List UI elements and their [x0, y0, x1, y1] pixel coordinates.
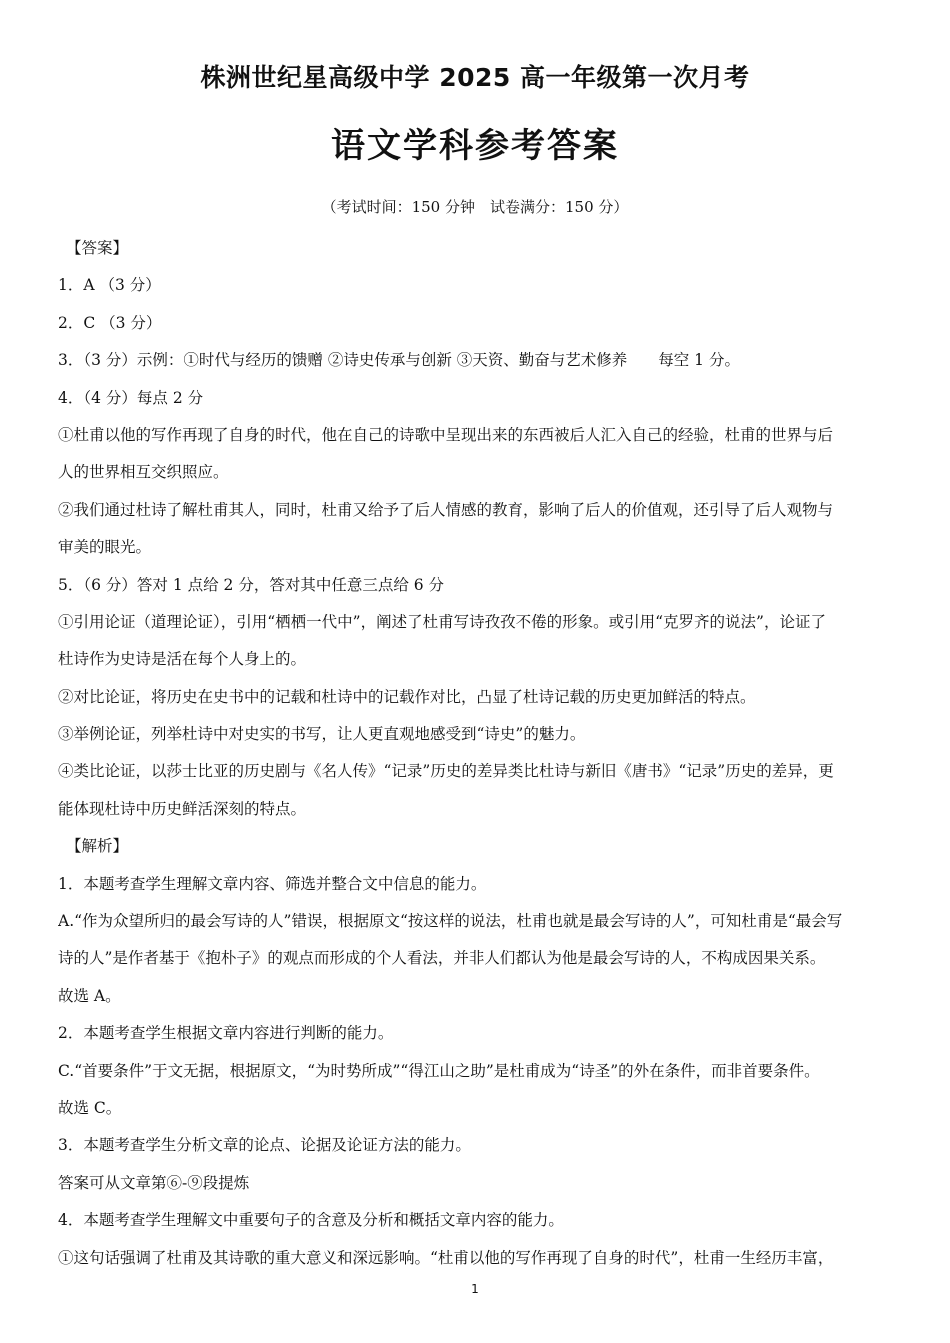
text-line: ④类比论证，以莎士比亚的历史剧与《名人传》“记录”历史的差异类比杜诗与新旧《唐书》“记录”历史的差异，更: [58, 762, 834, 781]
text-line: 诗的人”是作者基于《抱朴子》的观点而形成的个人看法，并非人们都认为他是最会写诗的人，不构成因果关系。: [58, 949, 826, 968]
text-line: 答案可从文章第⑥-⑨段提炼: [58, 1173, 250, 1192]
text-line: 审美的眼光。: [58, 538, 152, 557]
text-line: 2．本题考查学生根据文章内容进行判断的能力。: [58, 1024, 394, 1043]
text-line: 3．本题考查学生分析文章的论点、论据及论证方法的能力。: [58, 1136, 471, 1155]
text-line: ②对比论证，将历史在史书中的记载和杜诗中的记载作对比，凸显了杜诗记载的历史更加鲜活的特点。: [58, 687, 756, 706]
text-line: ①杜甫以他的写作再现了自身的时代，他在自己的诗歌中呈现出来的东西被后人汇入自己的经验，杜甫的世界与后: [58, 425, 834, 444]
text-line: 4．（4 分）每点 2 分: [58, 388, 204, 407]
text-line: 4．本题考查学生理解文中重要句子的含意及分析和概括文章内容的能力。: [58, 1211, 564, 1230]
section-heading-answers: 【答案】: [66, 239, 129, 257]
answer-content: [58, 230, 892, 1277]
text-line: 1．A （3 分）: [58, 276, 161, 295]
text-line: C.“首要条件”于文无据，根据原文，“为时势所成”“得江山之助”是杜甫成为“诗圣”的外在条件，而非首要条件。: [58, 1061, 820, 1080]
text-line: ③举例论证，列举杜诗中对史实的书写，让人更直观地感受到“诗史”的魅力。: [58, 725, 586, 744]
text-line: A.“作为众望所归的最会写诗的人”错误，根据原文“按这样的说法，杜甫也就是最会写诗的人”，可知杜甫是“最会写: [58, 912, 843, 931]
text-line: 故选 A。: [58, 986, 121, 1005]
text-line: 能体现杜诗中历史鲜活深刻的特点。: [58, 799, 307, 818]
text-line: 1．本题考查学生理解文章内容、筛选并整合文中信息的能力。: [58, 874, 487, 893]
text-line: ①引用论证（道理论证），引用“栖栖一代中”，阐述了杜甫写诗孜孜不倦的形象。或引用“克罗齐的说法”，论证了: [58, 612, 826, 631]
page-number: 1: [471, 1282, 479, 1296]
text-line: 3．（3 分）示例：①时代与经历的馈赠 ②诗史传承与创新 ③天资、勤奋与艺术修养 每空 1 分。: [58, 351, 740, 370]
section-heading-analysis: 【解析】: [66, 837, 129, 856]
text-line: 5．（6 分）答对 1 点给 2 分，答对其中任意三点给 6 分: [58, 575, 445, 594]
text-line: 人的世界相互交织照应。: [58, 463, 229, 482]
text-line: ②我们通过杜诗了解杜甫其人，同时，杜甫又给予了后人情感的教育，影响了后人的价值观，还引导了后人观物与: [58, 500, 834, 519]
exam-info: （考试时间：150 分钟 试卷满分：150 分）: [321, 198, 629, 216]
text-line: 2．C （3 分）: [58, 313, 162, 332]
document-title: 语文学科参考答案: [331, 126, 619, 166]
text-line: 杜诗作为史诗是活在每个人身上的。: [58, 650, 307, 669]
text-line: 故选 C。: [58, 1098, 122, 1117]
school-exam-title: 株洲世纪星高级中学 2025 高一年级第一次月考: [200, 63, 750, 92]
text-line: ①这句话强调了杜甫及其诗歌的重大意义和深远影响。“杜甫以他的写作再现了自身的时代”，杜甫一生经历丰富，: [58, 1248, 834, 1267]
